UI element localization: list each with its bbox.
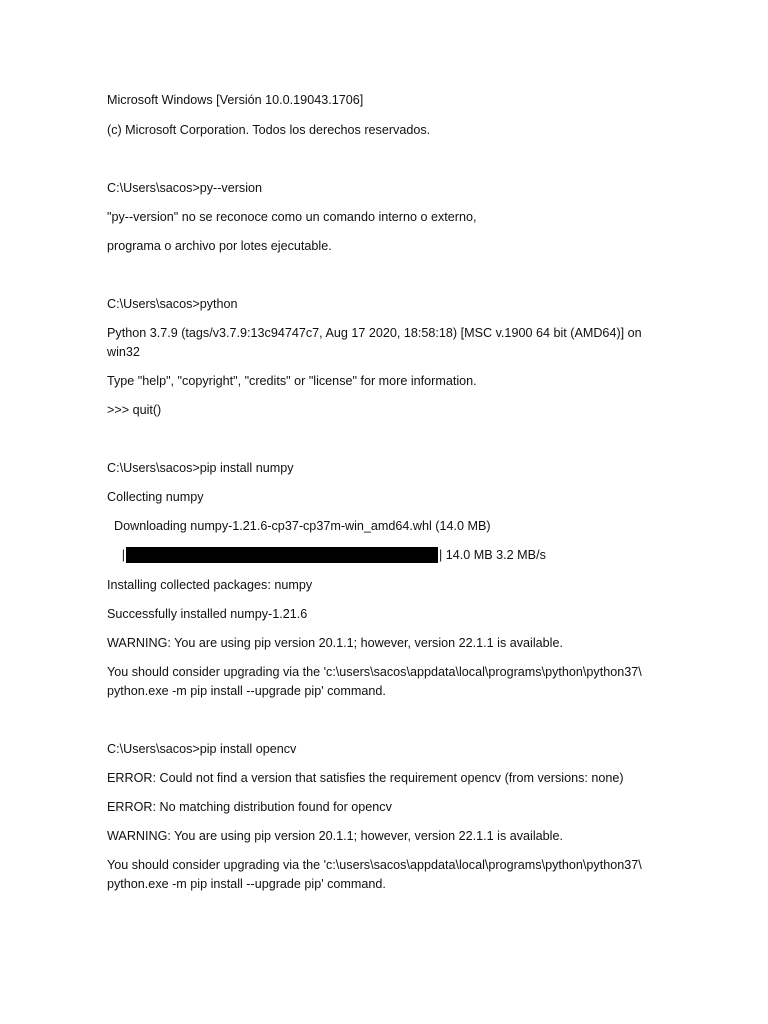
text-line: Collecting numpy — [107, 490, 204, 504]
text-line: You should consider upgrading via the 'c:\users\sacos\appdata\local\programs\python\python37\ — [107, 858, 642, 872]
text-line: Installing collected packages: numpy — [107, 578, 313, 592]
text-line: python.exe -m pip install --upgrade pip' command. — [107, 684, 386, 698]
text-line: python.exe -m pip install --upgrade pip' command. — [107, 877, 386, 891]
command-line: C:\Users\sacos>pip install opencv — [107, 742, 297, 756]
progress-status: 14.0 MB 3.2 MB/s — [442, 548, 546, 562]
text-line: >>> quit() — [107, 403, 162, 417]
command-line: C:\Users\sacos>pip install numpy — [107, 461, 294, 475]
command-line: C:\Users\sacos>python — [107, 297, 238, 311]
error-line: ERROR: No matching distribution found for opencv — [107, 800, 392, 814]
warning-line: WARNING: You are using pip version 20.1.1; however, version 22.1.1 is available. — [107, 829, 563, 843]
text-line: programa o archivo por lotes ejecutable. — [107, 239, 332, 253]
text-line: "py--version" no se reconoce como un comando interno o externo, — [107, 210, 477, 224]
warning-line: WARNING: You are using pip version 20.1.1; however, version 22.1.1 is available. — [107, 636, 563, 650]
text-line: (c) Microsoft Corporation. Todos los derechos reservados. — [107, 123, 431, 137]
error-line: ERROR: Could not find a version that satisfies the requirement opencv (from versions: none) — [107, 771, 624, 785]
command-line: C:\Users\sacos>py--version — [107, 181, 263, 195]
progress-bar-fill — [126, 547, 438, 563]
text-line: Python 3.7.9 (tags/v3.7.9:13c94747c7, Aug 17 2020, 18:58:18) [MSC v.1900 64 bit (AMD64)] on — [107, 326, 642, 340]
text-line: Microsoft Windows [Versión 10.0.19043.1706] — [107, 93, 364, 107]
text-line: Downloading numpy-1.21.6-cp37-cp37m-win_amd64.whl (14.0 MB) — [107, 519, 491, 533]
text-line: Successfully installed numpy-1.21.6 — [107, 607, 308, 621]
progress-bar — [126, 547, 438, 563]
download-progress — [107, 545, 546, 565]
text-line: Type "help", "copyright", "credits" or "license" for more information. — [107, 374, 477, 388]
text-line: win32 — [107, 345, 140, 359]
text-line: You should consider upgrading via the 'c:\users\sacos\appdata\local\programs\python\python37\ — [107, 665, 642, 679]
progress-left-pipe: | — [121, 548, 125, 562]
progress-right-pipe: | — [439, 548, 443, 562]
